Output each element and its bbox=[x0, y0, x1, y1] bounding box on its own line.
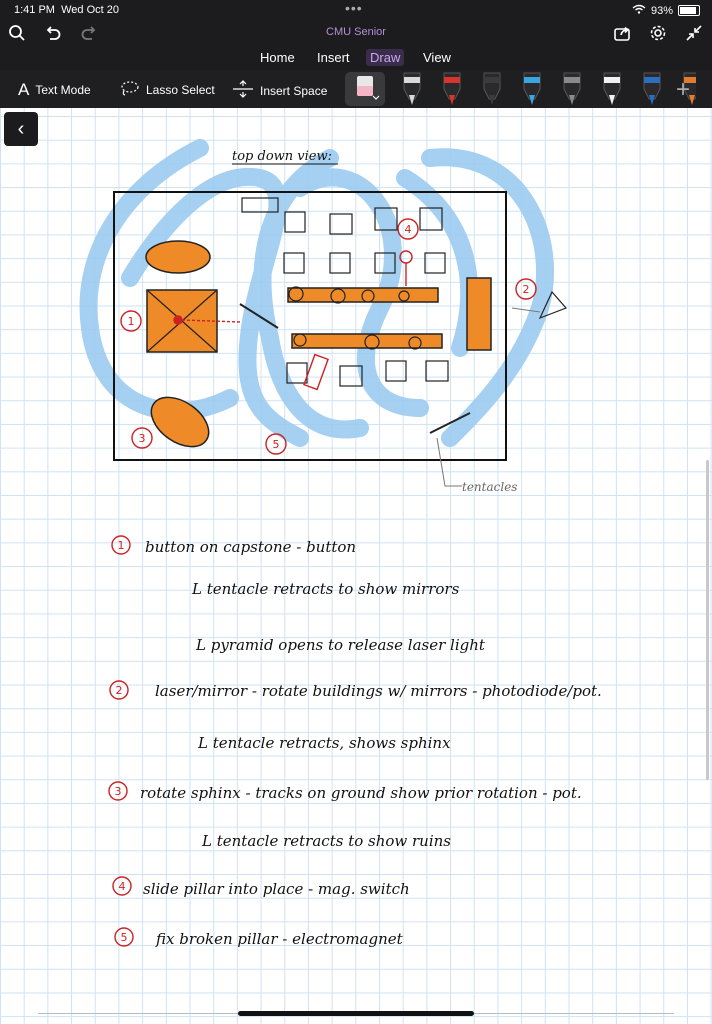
note-marker-4: 4 bbox=[118, 880, 126, 893]
note-marker-2: 2 bbox=[115, 684, 123, 697]
text-mode-icon: A bbox=[18, 80, 30, 99]
home-indicator[interactable] bbox=[238, 1011, 474, 1016]
ribbon-tabs bbox=[0, 48, 712, 70]
pen-3-icon[interactable] bbox=[484, 73, 500, 105]
note-line: L pyramid opens to release laser light bbox=[196, 636, 485, 654]
note-marker-3: 3 bbox=[114, 785, 122, 798]
lasso-icon bbox=[120, 80, 140, 99]
title-bar bbox=[0, 22, 712, 48]
pen-5-icon[interactable] bbox=[564, 73, 580, 105]
vertical-scrollbar[interactable] bbox=[706, 460, 709, 780]
pen-6-icon[interactable] bbox=[604, 73, 620, 105]
tab-insert[interactable]: Insert bbox=[317, 50, 350, 65]
sketch-marker-2: 2 bbox=[522, 283, 530, 296]
note-line: fix broken pillar - electromagnet bbox=[156, 930, 403, 948]
pen-4-icon[interactable] bbox=[524, 73, 540, 105]
insert-space-icon bbox=[232, 80, 254, 101]
status-bar bbox=[0, 0, 712, 22]
lasso-select-button[interactable] bbox=[120, 80, 215, 99]
lasso-select-label: Lasso Select bbox=[146, 82, 215, 97]
note-marker-5: 5 bbox=[120, 931, 128, 944]
chevron-left-icon: ‹ bbox=[17, 118, 25, 140]
note-line: rotate sphinx - tracks on ground show prior rotation - pot. bbox=[140, 784, 582, 802]
eraser-button[interactable] bbox=[345, 72, 385, 106]
draw-toolbar bbox=[0, 70, 712, 108]
sketch-marker-1: 1 bbox=[127, 315, 135, 328]
pen-7-icon[interactable] bbox=[644, 73, 660, 105]
pen-1-icon[interactable] bbox=[404, 73, 420, 105]
sketch-drawing bbox=[0, 108, 712, 508]
note-line: button on capstone - button bbox=[145, 538, 357, 556]
sketch-marker-4: 4 bbox=[404, 223, 412, 236]
note-line: L tentacle retracts to show mirrors bbox=[192, 580, 460, 598]
sketch-marker-5: 5 bbox=[272, 438, 280, 451]
eraser-icon bbox=[345, 72, 385, 106]
status-time: 1:41 PM Wed Oct 20 bbox=[14, 4, 119, 16]
note-line: laser/mirror - rotate buildings w/ mirrors - photodiode/pot. bbox=[155, 682, 602, 700]
insert-space-button[interactable] bbox=[232, 80, 327, 101]
multitasking-dots-icon[interactable]: ••• bbox=[345, 0, 363, 16]
tab-view[interactable]: View bbox=[423, 50, 451, 65]
battery-icon bbox=[678, 5, 700, 16]
sketch-marker-3: 3 bbox=[138, 432, 146, 445]
share-icon[interactable] bbox=[611, 24, 633, 46]
tab-home[interactable]: Home bbox=[260, 50, 295, 65]
search-icon[interactable] bbox=[6, 24, 28, 46]
pen-2-icon[interactable] bbox=[444, 73, 460, 105]
gear-icon[interactable] bbox=[647, 24, 669, 46]
note-line: L tentacle retracts, shows sphinx bbox=[198, 734, 451, 752]
note-line: slide pillar into place - mag. switch bbox=[143, 880, 410, 898]
sketch-heading: top down view: bbox=[232, 149, 332, 164]
document-title: CMU Senior bbox=[326, 26, 386, 38]
collapse-icon[interactable] bbox=[683, 24, 705, 46]
undo-icon[interactable] bbox=[42, 24, 64, 46]
pen-palette bbox=[396, 71, 696, 107]
tentacles-callout: tentacles bbox=[462, 480, 518, 494]
battery-percent: 93% bbox=[650, 4, 673, 17]
wifi-icon bbox=[632, 4, 646, 17]
redo-icon[interactable] bbox=[78, 24, 100, 46]
text-mode-button[interactable] bbox=[18, 80, 91, 100]
note-marker-1: 1 bbox=[117, 539, 125, 552]
insert-space-label: Insert Space bbox=[260, 83, 328, 98]
text-mode-label: Text Mode bbox=[35, 83, 91, 97]
add-pen-icon[interactable]: + bbox=[676, 76, 691, 103]
note-line: L tentacle retracts to show ruins bbox=[202, 832, 452, 850]
tab-draw[interactable]: Draw bbox=[366, 49, 404, 66]
